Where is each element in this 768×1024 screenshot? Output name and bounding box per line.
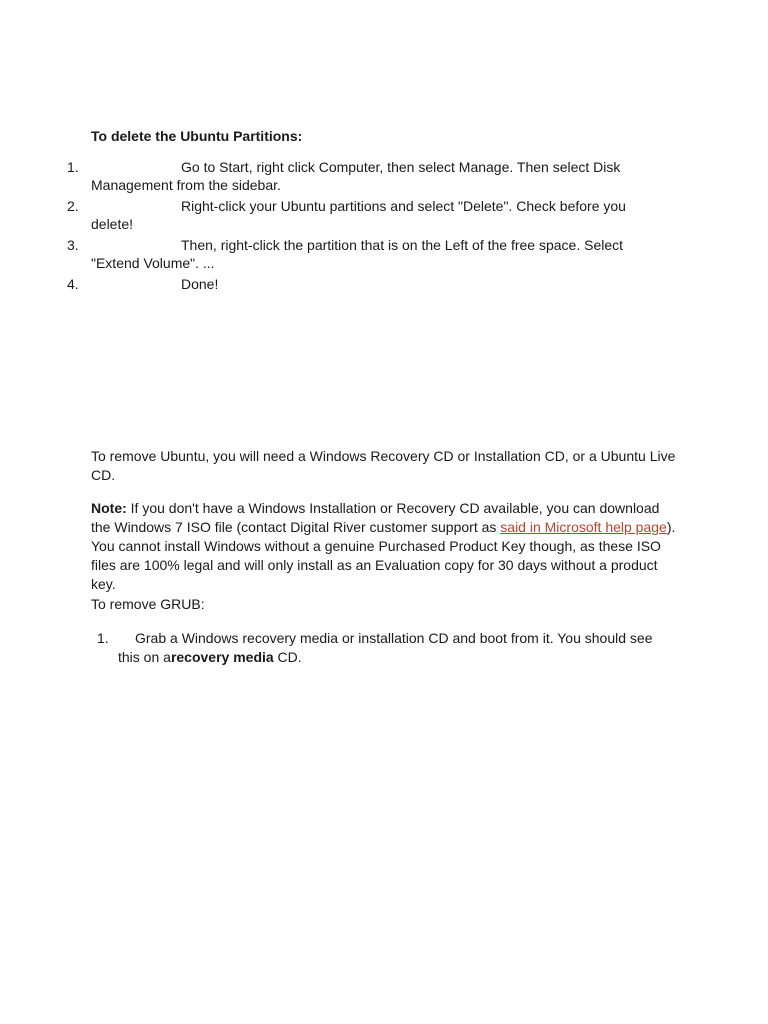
list-number: 1. [67,159,79,175]
list-item [0,275,661,293]
remove-ubuntu-paragraph: To remove Ubuntu, you will need a Windows Recovery CD or Installation CD, or a Ubuntu Live CD. [91,448,676,483]
list-item-text: Go to Start, right click Computer, then select Manage. Then select Disk Management from the sidebar. [91,159,621,193]
microsoft-help-link[interactable]: said in Microsoft help page [500,519,667,535]
list-item [0,158,661,194]
list-number: 2. [67,198,79,214]
list-item [0,236,661,272]
remove-grub-steps [0,629,768,667]
grub-step-bold-text: recovery media [170,649,274,665]
list-item-text: Done! [181,276,219,292]
list-item [0,197,661,233]
list-number: 1. [97,630,109,646]
note-text-after: ). You cannot install Windows without a genuine Purchased Product Key though, as these ISO files are 100% legal and will only install as an Evaluation copy for 30 days without a product key. [91,519,676,592]
remove-grub-heading: To remove GRUB: [91,596,205,612]
note-label: Note: [91,500,127,516]
note-text-before: If you don't have a Windows Installation or Recovery CD available, you can download the Windows 7 ISO file (contact Digital River customer support as [91,500,660,535]
delete-partitions-steps [0,158,768,296]
grub-step-text-after: CD. [273,649,302,665]
note-paragraph [91,499,681,594]
list-number: 4. [67,276,79,292]
list-number: 3. [67,237,79,253]
list-item [0,629,678,667]
list-item-text: Then, right-click the partition that is on the Left of the free space. Select "Extend Volume". ... [91,237,624,271]
grub-step-text-before: Grab a Windows recovery media or installation CD and boot from it. You should see this on a [118,630,653,665]
list-item-text: Right-click your Ubuntu partitions and select "Delete". Check before you delete! [91,198,626,232]
section-heading: To delete the Ubuntu Partitions: [91,128,303,144]
